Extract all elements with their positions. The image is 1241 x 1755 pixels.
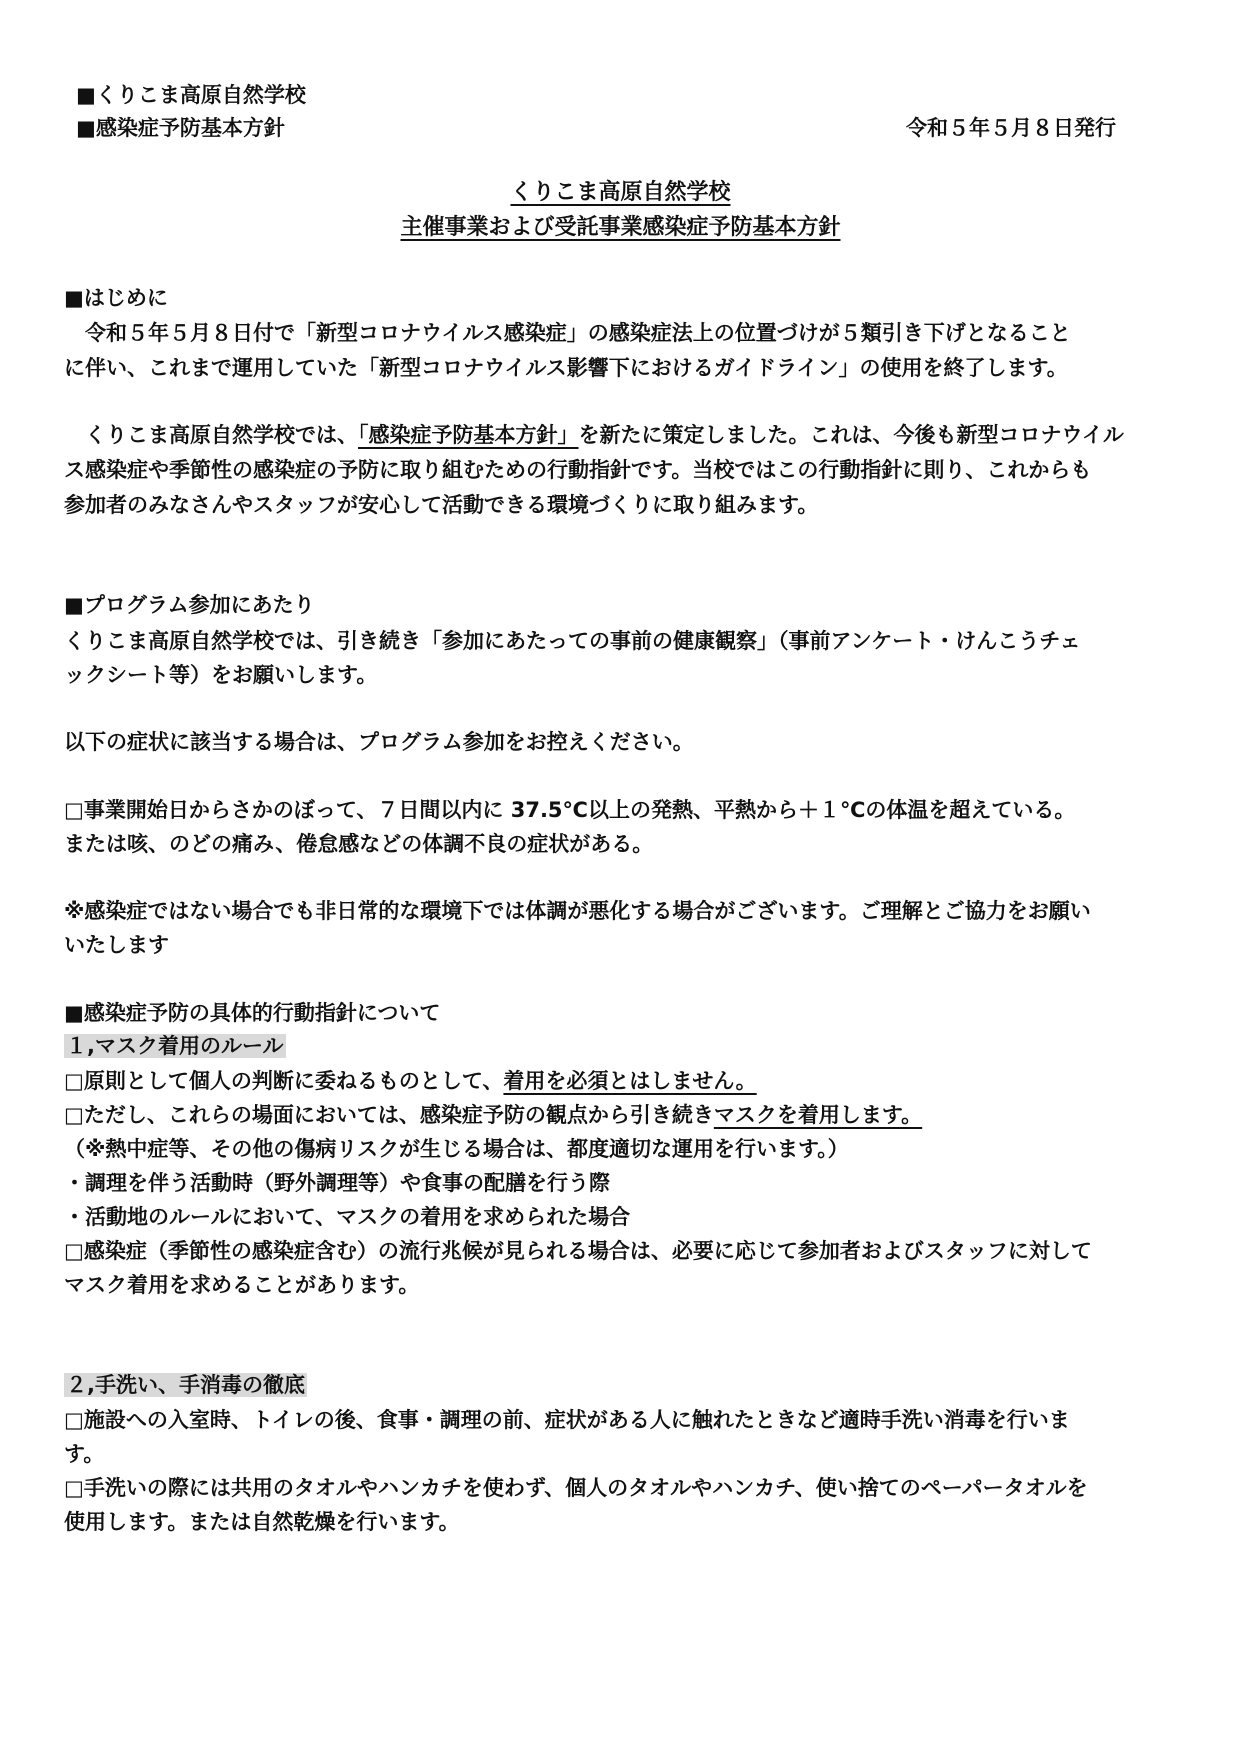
header-doc-name: ■感染症予防基本方針: [76, 116, 285, 140]
title-line-1: くりこま高原自然学校: [510, 180, 731, 205]
mask-line2: [64, 1100, 922, 1130]
issue-date: 令和５年５月８日発行: [906, 116, 1116, 140]
mask-line7: マスク着用を求めることがあります。: [64, 1273, 420, 1297]
mask-line3: （※熱中症等、その他の傷病リスクが生じる場合は、都度適切な運用を行います。）: [64, 1137, 849, 1161]
mask-line5: ・活動地のルールにおいて、マスクの着用を求められた場合: [64, 1205, 631, 1229]
mask-line1-text: □原則として個人の判断に委ねるものとして、: [64, 1069, 504, 1093]
mask-not-required: 着用を必須とはしません。: [503, 1069, 757, 1093]
handwash-line4: 使用します。または自然乾燥を行います。: [64, 1510, 460, 1534]
notice-line1: ※感染症ではない場合でも非日常的な環境下では体調が悪化する場合がございます。ご理解とご協力をお願い: [64, 899, 1091, 923]
mask-line1: [64, 1066, 757, 1096]
mask-line2-text: □ただし、これらの場面においては、感染症予防の観点から引き続き: [64, 1103, 714, 1127]
mask-line4: ・調理を伴う活動時（野外調理等）や食事の配膳を行う際: [64, 1171, 610, 1195]
intro-p1-line2: に伴い、これまで運用していた「新型コロナウイルス影響下におけるガイドライン」の使用を終了します。: [64, 356, 1068, 380]
symptom-line2: または咳、のどの痛み、倦怠感などの体調不良の症状がある。: [64, 832, 654, 856]
notice-line2: いたします: [64, 933, 169, 957]
program-p1-line1: くりこま高原自然学校では、引き続き「参加にあたっての事前の健康観察」（事前アンケート・けんこうチェ: [64, 629, 1081, 653]
program-heading: ■プログラム参加にあたり: [64, 593, 315, 617]
program-p2: 以下の症状に該当する場合は、プログラム参加をお控えください。: [64, 730, 694, 754]
intro-p2-line3: 参加者のみなさんやスタッフが安心して活動できる環境づくりに取り組みます。: [64, 493, 819, 517]
mask-line6: □感染症（季節性の感染症含む）の流行兆候が見られる場合は、必要に応じて参加者およびスタッフに対して: [64, 1239, 1092, 1263]
intro-p2-line2: ス感染症や季節性の感染症の予防に取り組むための行動指針です。当校ではこの行動指針に則り、これからも: [64, 458, 1092, 482]
title-line-2: 主催事業および受託事業感染症予防基本方針: [400, 215, 841, 240]
intro-p1-line1: 令和５年５月８日付で「新型コロナウイルス感染症」の感染症法上の位置づけが５類引き下げとなること: [64, 321, 1071, 345]
intro-p2-text-c: を新たに策定しました。これは、今後も新型コロナウイル: [578, 423, 1124, 447]
program-p1-line2: ックシート等）をお願いします。: [64, 663, 378, 687]
mask-section-heading: １,マスク着用のルール: [66, 1034, 284, 1058]
intro-p2-line1: [64, 420, 1124, 450]
symptom-line1: □事業開始日からさかのぼって、７日間以内に 37.5℃以上の発熱、平熱から＋１℃の体温を超えている。: [64, 798, 1076, 822]
intro-heading: ■はじめに: [64, 286, 168, 310]
guidelines-heading: ■感染症予防の具体的行動指針について: [64, 1001, 441, 1025]
header-school: ■くりこま高原自然学校: [76, 83, 306, 107]
mask-wear: マスクを着用します。: [713, 1103, 923, 1127]
handwash-line1: □施設への入室時、トイレの後、食事・調理の前、症状がある人に触れたときなど適時手洗い消毒を行いま: [64, 1408, 1070, 1432]
policy-name-underlined: 「感染症予防基本方針」: [358, 423, 579, 447]
intro-p2-text-a: くりこま高原自然学校では、: [64, 423, 358, 447]
handwash-line3: □手洗いの際には共用のタオルやハンカチを使わず、個人のタオルやハンカチ、使い捨てのペーパータオルを: [64, 1476, 1088, 1500]
handwash-line2: す。: [64, 1442, 105, 1466]
handwash-section-heading: ２,手洗い、手消毒の徹底: [66, 1373, 305, 1397]
